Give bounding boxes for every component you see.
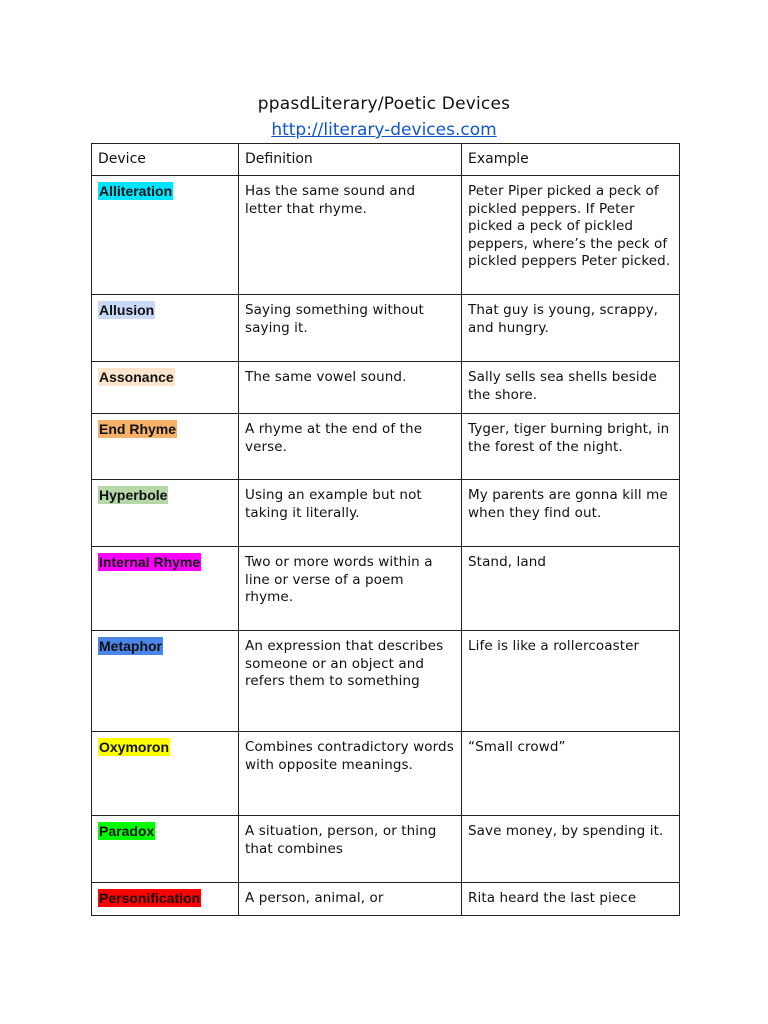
table-row	[92, 480, 680, 547]
example-text: “Small crowd”	[468, 739, 566, 755]
definition-text: A rhyme at the end of the verse.	[245, 421, 423, 455]
table-row	[92, 816, 680, 883]
definition-cell	[239, 547, 462, 631]
example-text: Peter Piper picked a peck of pickled peppers. If Peter picked a peck of pickled peppers, where’s the peck of pickled peppers Peter picked.	[468, 183, 671, 269]
device-cell	[92, 631, 239, 732]
document-title: ppasdLiterary/Poetic Devices	[257, 94, 511, 114]
table-row	[92, 883, 680, 916]
example-text: Rita heard the last piece	[468, 890, 637, 906]
device-cell	[92, 480, 239, 547]
device-cell	[92, 547, 239, 631]
example-cell	[462, 816, 680, 883]
definition-text: Using an example but not taking it literally.	[245, 487, 422, 521]
table-header-row	[92, 144, 680, 176]
header-device	[92, 144, 239, 176]
device-term: Metaphor	[99, 638, 162, 654]
definition-cell	[239, 816, 462, 883]
device-term: Hyperbole	[99, 487, 168, 503]
definition-text: Saying something without saying it.	[245, 302, 424, 336]
example-cell	[462, 480, 680, 547]
header-example	[462, 144, 680, 176]
definition-cell	[239, 732, 462, 816]
definition-cell	[239, 362, 462, 414]
table-row	[92, 547, 680, 631]
header-device-label: Device	[98, 151, 146, 167]
definition-text: An expression that describes someone or an object and refers them to something	[245, 638, 444, 689]
table-row	[92, 295, 680, 362]
device-cell	[92, 362, 239, 414]
definition-cell	[239, 414, 462, 480]
table-row	[92, 732, 680, 816]
device-term: Paradox	[99, 823, 155, 839]
device-term: Assonance	[99, 369, 174, 385]
definition-text: Has the same sound and letter that rhyme.	[245, 183, 416, 217]
example-text: My parents are gonna kill me when they find out.	[468, 487, 668, 521]
example-cell	[462, 732, 680, 816]
example-cell	[462, 547, 680, 631]
definition-cell	[239, 480, 462, 547]
example-text: Sally sells sea shells beside the shore.	[468, 369, 657, 403]
example-text: Save money, by spending it.	[468, 823, 664, 839]
example-cell	[462, 631, 680, 732]
device-cell	[92, 295, 239, 362]
device-cell	[92, 883, 239, 916]
example-text: Life is like a rollercoaster	[468, 638, 640, 654]
header-example-label: Example	[468, 151, 529, 167]
example-text: Stand, land	[468, 554, 547, 570]
definition-text: A person, animal, or	[245, 890, 384, 906]
device-cell	[92, 732, 239, 816]
device-term: Allusion	[99, 302, 155, 318]
devices-table	[91, 143, 680, 916]
definition-text: The same vowel sound.	[245, 369, 407, 385]
device-cell	[92, 816, 239, 883]
example-text: Tyger, tiger burning bright, in the forest of the night.	[468, 421, 670, 455]
reference-link[interactable]: http://literary-devices.com	[271, 120, 497, 140]
definition-cell	[239, 295, 462, 362]
table-row	[92, 362, 680, 414]
device-cell	[92, 176, 239, 295]
definition-text: A situation, person, or thing that combines	[245, 823, 437, 857]
example-cell	[462, 295, 680, 362]
example-cell	[462, 362, 680, 414]
example-cell	[462, 414, 680, 480]
header-definition-label: Definition	[245, 151, 313, 167]
device-term: Oxymoron	[99, 739, 170, 755]
example-text: That guy is young, scrappy, and hungry.	[468, 302, 659, 336]
device-term: End Rhyme	[99, 421, 177, 437]
device-cell	[92, 414, 239, 480]
table-row	[92, 176, 680, 295]
header-definition	[239, 144, 462, 176]
definition-cell	[239, 631, 462, 732]
device-term: Alliteration	[99, 183, 173, 199]
table-row	[92, 414, 680, 480]
definition-cell	[239, 176, 462, 295]
table-row	[92, 631, 680, 732]
definition-text: Combines contradictory words with opposite meanings.	[245, 739, 454, 773]
example-cell	[462, 883, 680, 916]
device-term: Personification	[99, 890, 201, 906]
device-term: Internal Rhyme	[99, 554, 201, 570]
example-cell	[462, 176, 680, 295]
definition-text: Two or more words within a line or verse of a poem rhyme.	[245, 554, 433, 605]
document-link-line	[0, 120, 768, 140]
definition-cell	[239, 883, 462, 916]
